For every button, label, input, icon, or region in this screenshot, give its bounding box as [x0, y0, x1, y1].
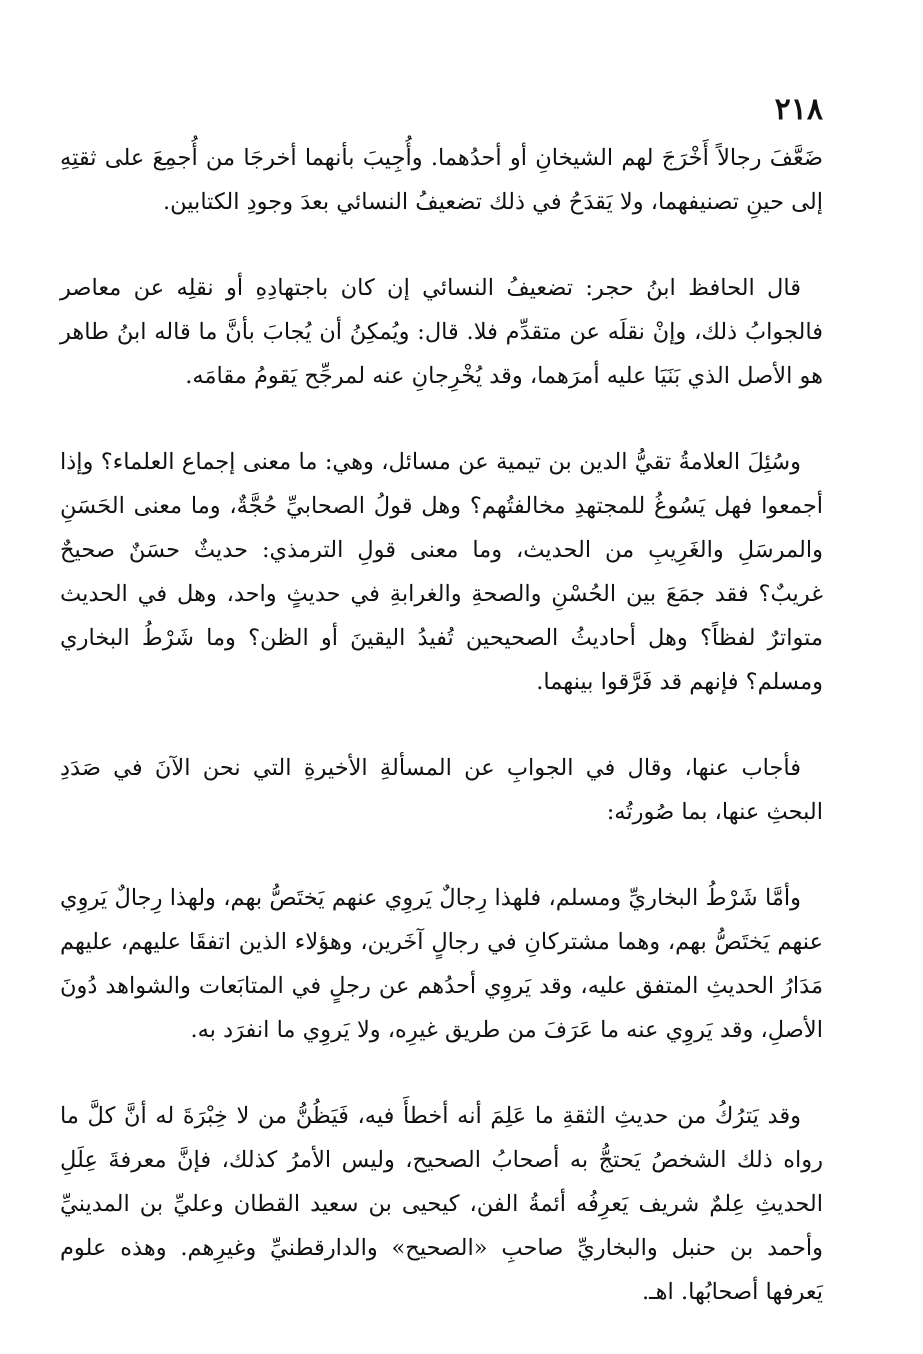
page-number: ٢١٨ — [774, 92, 823, 127]
text-body — [60, 136, 823, 1314]
paragraph-6: وقد يَترُكُ من حديثِ الثقةِ ما عَلِمَ أنه أخطأَ فيه، فَيَظُنُّ من لا خِبْرَةَ له أنَّ كلَّ ما رواه ذلك الشخصُ يَحتجُّ به أصحابُ الصحيح، وليس الأمرُ كذلك، فإنَّ معرفةَ عِلَلِ الحديثِ عِلمٌ شريف يَعرِفُه أئمةُ الفن، كيحيى بن سعيد القطان وعليِّ بن المدينيِّ وأحمد بن حنبل والبخاريِّ صاحبِ «الصحيح» والدارقطنيِّ وغيرِهم. وهذه علوم يَعرفها أصحابُها. اهـ. — [60, 1103, 823, 1305]
paragraph-5: وأمَّا شَرْطُ البخاريِّ ومسلم، فلهذا رِجالٌ يَروِي عنهم يَختَصُّ بهم، ولهذا رِجالٌ يَروِي عنهم يَختَصُّ بهم، وهما مشتركانِ في رجالٍ آخَرين، وهؤلاء الذين اتفقَا عليهم، عليهم مَدَارُ الحديثِ المتفق عليه، وقد يَروِي أحدُهم عن رجلٍ في المتابَعات والشواهد دُونَ الأصلِ، وقد يَروِي عنه ما عَرَفَ من طريق غيرِه، ولا يَروِي ما انفرَد به. — [60, 885, 823, 1043]
paragraph-1: ضَعَّفَ رجالاً أَخْرَجَ لهم الشيخانِ أو أحدُهما. وأُجِيبَ بأنهما أخرجَا من أُجمِعَ على ثقتِهِ إلى حينِ تصنيفهما، ولا يَقدَحُ في ذلك تضعيفُ النسائي بعدَ وجودِ الكتابين. — [60, 145, 823, 215]
paragraph-4: فأجاب عنها، وقال في الجوابِ عن المسألةِ الأخيرةِ التي نحن الآنَ في صَدَدِ البحثِ عنها، بما صُورتُه: — [60, 755, 823, 825]
paragraph-2: قال الحافظ ابنُ حجر: تضعيفُ النسائي إن كان باجتهادِهِ أو نقلِه عن معاصر فالجوابُ ذلك، وإنْ نقلَه عن متقدِّم فلا. قال: ويُمكِنُ أن يُجابَ بأنَّ ما قاله ابنُ طاهر هو الأصل الذي بَنَيَا عليه أمرَهما، وقد يُخْرِجانِ عنه لمرجِّح يَقومُ مقامَه. — [60, 275, 823, 389]
paragraph-3: وسُئِلَ العلامةُ تقيُّ الدين بن تيمية عن مسائل، وهي: ما معنى إجماع العلماء؟ وإذا أجمعوا فهل يَسُوغُ للمجتهدِ مخالفتُهم؟ وهل قولُ الصحابيِّ حُجَّةٌ، وما معنى الحَسَنِ والمرسَلِ والغَرِيبِ من الحديث، وما معنى قولِ الترمذي: حديثٌ حسَنٌ صحيحٌ غريبٌ؟ فقد جمَعَ بين الحُسْنِ والصحةِ والغرابةِ في حديثٍ واحد، وهل في الحديث متواترٌ لفظاً؟ وهل أحاديثُ الصحيحين تُفيدُ اليقينَ أو الظن؟ وما شَرْطُ البخاري ومسلم؟ فإنهم قد فَرَّقوا بينهما. — [60, 449, 823, 695]
